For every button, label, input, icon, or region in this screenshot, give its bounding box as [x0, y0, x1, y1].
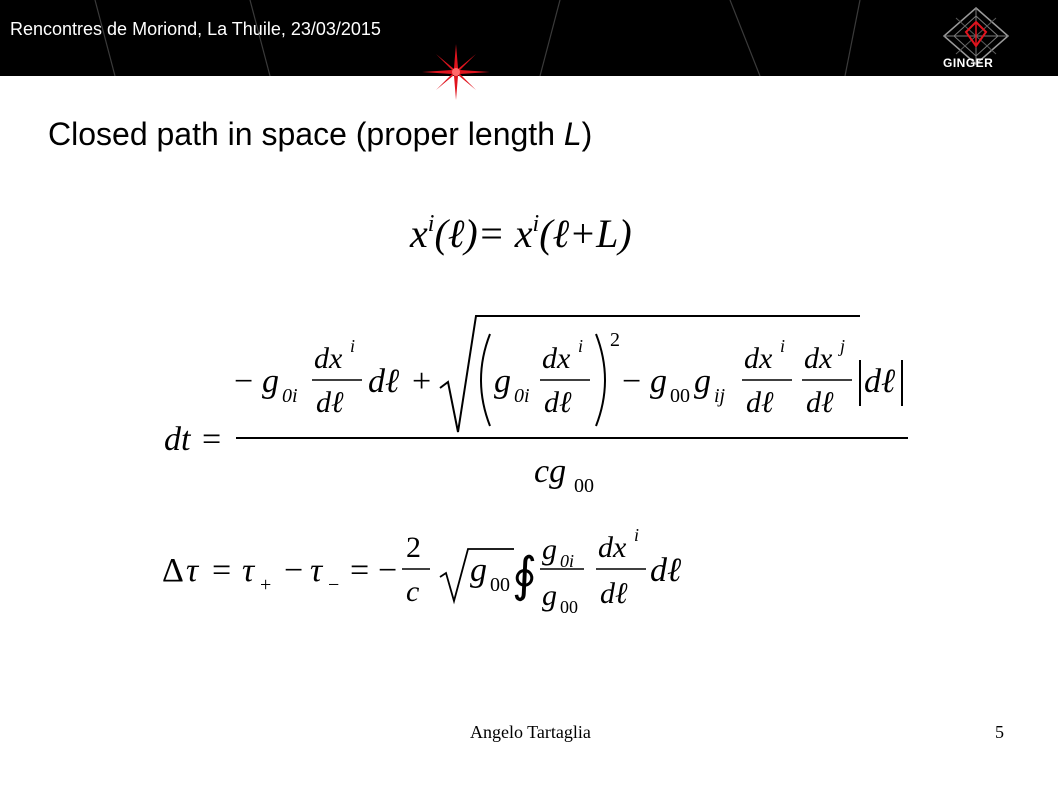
- logo-text: GINGER: [943, 56, 994, 70]
- svg-text:=: =: [202, 421, 222, 458]
- svg-text:−: −: [378, 552, 398, 589]
- svg-text:dx: dx: [314, 342, 343, 375]
- svg-text:dt: dt: [164, 421, 191, 458]
- svg-text:g: g: [262, 363, 279, 400]
- svg-text:−: −: [622, 363, 642, 400]
- svg-text:+: +: [260, 574, 272, 596]
- svg-text:i: i: [350, 336, 356, 356]
- svg-text:+: +: [412, 363, 432, 400]
- laser-starburst-icon: [420, 44, 492, 104]
- slide-title-close: ): [581, 116, 593, 152]
- svg-text:i: i: [578, 336, 584, 356]
- svg-text:dℓ: dℓ: [600, 577, 628, 610]
- svg-text:=: =: [212, 552, 232, 589]
- svg-text:τ: τ: [186, 552, 199, 589]
- svg-text:dℓ: dℓ: [650, 552, 682, 589]
- conference-title: Rencontres de Moriond, La Thuile, 23/03/2015: [10, 19, 381, 39]
- svg-text:ij: ij: [714, 385, 726, 407]
- svg-text:dℓ: dℓ: [864, 363, 896, 400]
- slide-title-variable: L: [563, 116, 582, 152]
- svg-text:−: −: [328, 574, 340, 596]
- svg-text:τ: τ: [242, 552, 255, 589]
- svg-text:00: 00: [670, 385, 690, 407]
- svg-text:τ: τ: [310, 552, 323, 589]
- svg-text:g: g: [470, 552, 487, 589]
- svg-text:dℓ: dℓ: [544, 386, 572, 419]
- svg-text:dx: dx: [542, 342, 571, 375]
- svg-text:2: 2: [610, 329, 620, 351]
- svg-text:00: 00: [574, 475, 594, 497]
- equation-dt: [150, 300, 920, 500]
- svg-text:g: g: [542, 533, 557, 566]
- footer-author: Angelo Tartaglia: [470, 722, 591, 742]
- svg-text:g: g: [694, 363, 711, 400]
- slide-title-text: Closed path in space (proper length: [48, 116, 564, 152]
- svg-text:00: 00: [560, 597, 578, 617]
- svg-text:00: 00: [490, 574, 510, 596]
- svg-text:0i: 0i: [560, 551, 575, 571]
- svg-text:∮: ∮: [512, 549, 538, 602]
- svg-text:0i: 0i: [282, 385, 298, 407]
- svg-text:0i: 0i: [514, 385, 530, 407]
- header-bar: [0, 0, 1058, 76]
- slide-title: [48, 116, 592, 153]
- svg-text:−: −: [284, 552, 304, 589]
- svg-text:g: g: [650, 363, 667, 400]
- svg-text:2: 2: [406, 531, 421, 564]
- svg-text:=: =: [350, 552, 370, 589]
- svg-text:Δ: Δ: [162, 552, 184, 589]
- page-number: 5: [995, 722, 1004, 742]
- svg-text:g: g: [542, 579, 557, 612]
- svg-text:i: i: [634, 525, 640, 545]
- svg-text:dℓ: dℓ: [806, 386, 834, 419]
- svg-text:j: j: [840, 336, 846, 356]
- svg-text:c: c: [406, 575, 420, 608]
- svg-text:dℓ: dℓ: [316, 386, 344, 419]
- svg-text:g: g: [494, 363, 511, 400]
- svg-text:i: i: [780, 336, 786, 356]
- svg-text:dℓ: dℓ: [746, 386, 774, 419]
- svg-text:dℓ: dℓ: [368, 363, 400, 400]
- svg-text:−: −: [234, 363, 254, 400]
- equation-periodic-path: $x^i(\ell)=$ $x^i(\ell+L)$: [410, 211, 632, 256]
- equation-delta-tau: [150, 515, 710, 625]
- svg-text:dx: dx: [598, 531, 627, 564]
- svg-text:cg: cg: [534, 453, 567, 490]
- svg-text:dx: dx: [804, 342, 833, 375]
- svg-text:dx: dx: [744, 342, 773, 375]
